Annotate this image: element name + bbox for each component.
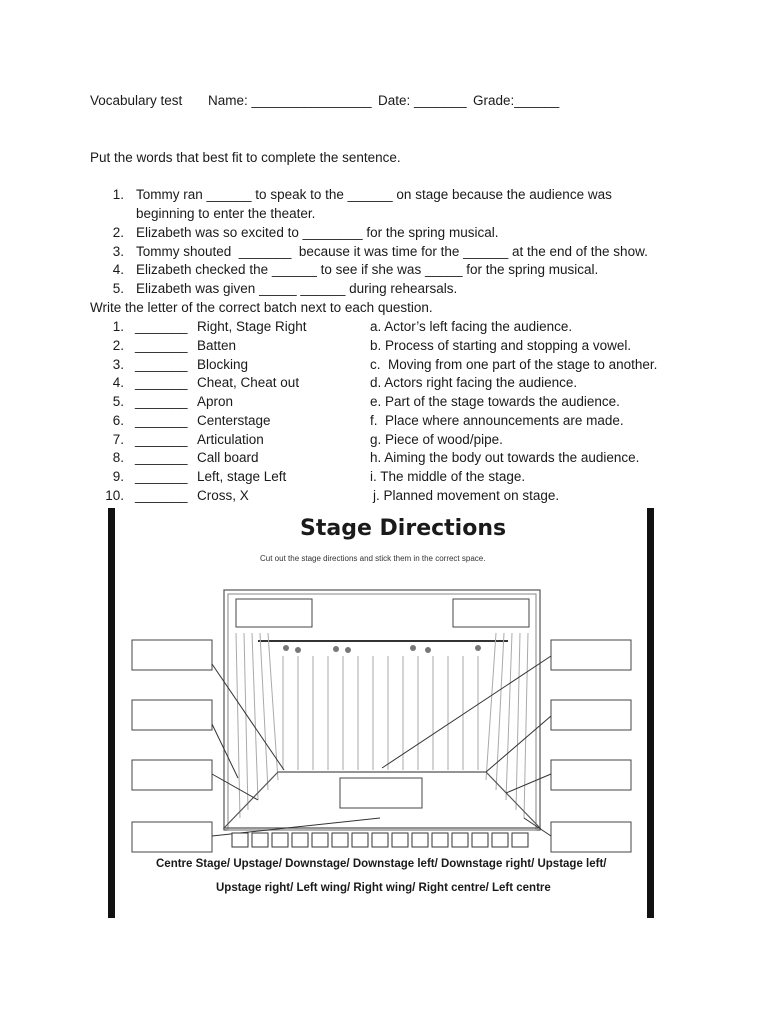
term-number: 5. bbox=[112, 394, 124, 409]
answer-blank[interactable]: _______ bbox=[135, 469, 188, 484]
term-number: 4. bbox=[112, 375, 124, 390]
definition: f. Place where announcements are made. bbox=[370, 413, 624, 428]
term-number: 8. bbox=[112, 450, 124, 465]
term: Apron bbox=[197, 394, 234, 409]
label-box-left-3 bbox=[132, 760, 212, 790]
answer-blank[interactable]: _______ bbox=[135, 357, 188, 372]
term: Batten bbox=[197, 338, 237, 353]
sentence-3: Tommy shouted _______ because it was time for the ______ at the end of the show. bbox=[136, 244, 648, 259]
answer-blank[interactable]: _______ bbox=[135, 338, 188, 353]
term: Right, Stage Right bbox=[197, 319, 307, 334]
label-box-left-4 bbox=[132, 822, 212, 852]
fill-in-instruction: Put the words that best fit to complete the sentence. bbox=[90, 150, 401, 165]
word-bank-line-1: Centre Stage/ Upstage/ Downstage/ Downstage left/ Downstage right/ Upstage left/ bbox=[156, 858, 607, 870]
term-number: 7. bbox=[112, 432, 124, 447]
sentence-2: Elizabeth was so excited to ________ for the spring musical. bbox=[136, 225, 499, 240]
audience-seats bbox=[232, 833, 528, 847]
lighting-batten bbox=[258, 641, 508, 653]
term-number: 10. bbox=[105, 488, 124, 503]
definition: i. The middle of the stage. bbox=[370, 469, 526, 484]
definition: h. Aiming the body out towards the audience. bbox=[370, 450, 640, 465]
label-box-right-2 bbox=[551, 700, 631, 730]
sentence-number: 2. bbox=[112, 225, 124, 240]
label-box-left-1 bbox=[132, 640, 212, 670]
answer-blank[interactable]: _______ bbox=[135, 394, 188, 409]
definition: e. Part of the stage towards the audience. bbox=[370, 394, 620, 409]
label-box-right-1 bbox=[551, 640, 631, 670]
sentence-1-line-1: Tommy ran ______ to speak to the ______ on stage because the audience was bbox=[136, 187, 612, 202]
term-number: 3. bbox=[112, 357, 124, 372]
sentence-4: Elizabeth checked the ______ to see if she was _____ for the spring musical. bbox=[136, 262, 599, 277]
test-title: Vocabulary test bbox=[90, 93, 183, 108]
term: Centerstage bbox=[197, 413, 271, 428]
figure-subtitle: Cut out the stage directions and stick them in the correct space. bbox=[260, 554, 486, 563]
term: Cheat, Cheat out bbox=[197, 375, 300, 390]
date-field[interactable]: Date: _______ bbox=[378, 93, 467, 108]
name-field[interactable]: Name: ________________ bbox=[208, 93, 372, 108]
sentence-number: 1. bbox=[112, 187, 124, 202]
term: Cross, X bbox=[197, 488, 249, 503]
term-number: 6. bbox=[112, 413, 124, 428]
sentence-5: Elizabeth was given _____ ______ during rehearsals. bbox=[136, 281, 458, 296]
answer-blank[interactable]: _______ bbox=[135, 319, 188, 334]
term: Call board bbox=[197, 450, 259, 465]
term-number: 1. bbox=[112, 319, 124, 334]
word-bank-line-2: Upstage right/ Left wing/ Right wing/ Right centre/ Left centre bbox=[216, 882, 551, 894]
label-box-right-3 bbox=[551, 760, 631, 790]
term-number: 2. bbox=[112, 338, 124, 353]
term: Blocking bbox=[197, 357, 249, 372]
answer-blank[interactable]: _______ bbox=[135, 488, 188, 503]
grade-field[interactable]: Grade:______ bbox=[473, 93, 560, 108]
term: Articulation bbox=[197, 432, 264, 447]
matching-instruction: Write the letter of the correct batch next to each question. bbox=[90, 300, 433, 315]
sentence-number: 4. bbox=[112, 262, 124, 277]
answer-blank[interactable]: _______ bbox=[135, 375, 188, 390]
stage-directions-figure bbox=[108, 508, 654, 918]
sentence-1-line-2: beginning to enter the theater. bbox=[136, 206, 316, 221]
sentence-number: 5. bbox=[112, 281, 124, 296]
definition: b. Process of starting and stopping a vowel. bbox=[370, 338, 632, 353]
label-box-centre bbox=[340, 778, 422, 808]
answer-blank[interactable]: _______ bbox=[135, 432, 188, 447]
label-box-top-right bbox=[453, 599, 529, 627]
term: Left, stage Left bbox=[197, 469, 287, 484]
answer-blank[interactable]: _______ bbox=[135, 450, 188, 465]
label-box-top-left bbox=[236, 599, 312, 627]
label-box-left-2 bbox=[132, 700, 212, 730]
definition: g. Piece of wood/pipe. bbox=[370, 432, 503, 447]
answer-blank[interactable]: _______ bbox=[135, 413, 188, 428]
definition: c. Moving from one part of the stage to another. bbox=[370, 357, 658, 372]
term-number: 9. bbox=[112, 469, 124, 484]
label-box-right-4 bbox=[551, 822, 631, 852]
figure-title: Stage Directions bbox=[300, 516, 507, 541]
sentence-number: 3. bbox=[112, 244, 124, 259]
definition: d. Actors right facing the audience. bbox=[370, 375, 578, 390]
definition: a. Actor’s left facing the audience. bbox=[370, 319, 573, 334]
definition: j. Planned movement on stage. bbox=[373, 488, 560, 503]
